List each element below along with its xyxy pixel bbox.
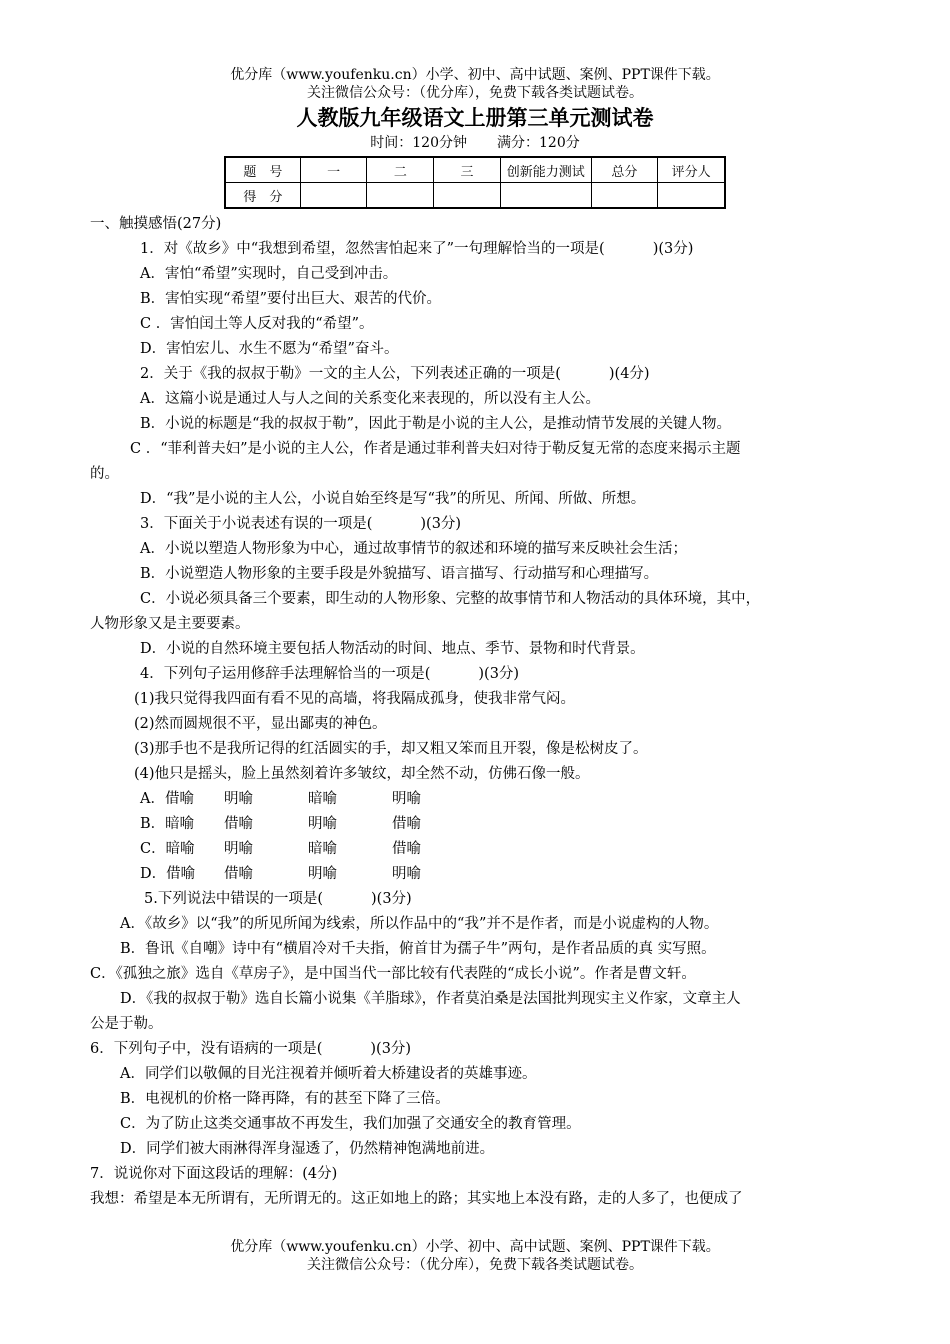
question-option: D．害怕宏儿、水生不愿为“希望”奋斗。 [140,341,399,357]
question-option: B．电视机的价格一降再降，有的甚至下降了三倍。 [120,1091,450,1107]
question-sentence: (1)我只觉得我四面有看不见的高墙，将我隔成孤身，使我非常气闷。 [134,691,576,707]
question-7-quote: 我想：希望是本无所谓有，无所谓无的。这正如地上的路；其实地上本没有路，走的人多了，也便成了 [90,1191,743,1207]
question-option: C ．害怕闰土等人反对我的“希望”。 [140,316,374,332]
question-option: C ．“菲利普夫妇”是小说的主人公，作者是通过菲利普夫妇对待于勒反复无常的态度来揭示主题 [130,441,741,457]
question-1-stem: 1．对《故乡》中“我想到希望，忽然害怕起来了”一句理解恰当的一项是( )(3分) [140,241,694,257]
question-6-stem: 6．下列句子中，没有语病的一项是( )(3分) [90,1041,412,1057]
question-choice-row: A．借喻 明喻 暗喻 明喻 [140,791,421,807]
question-choice-row: D．借喻 借喻 明喻 明喻 [140,866,421,882]
question-option-continued: 人物形象又是主要要素。 [90,616,250,632]
question-5-stem: 5.下列说法中错误的一项是( )(3分) [144,891,412,907]
question-option: D．同学们被大雨淋得浑身湿透了，仍然精神饱满地前进。 [120,1141,495,1157]
question-option: C．小说必须具备三个要素，即生动的人物形象、完整的故事情节和人物活动的具体环境，其中， [140,591,761,607]
question-option: A．小说以塑造人物形象为中心，通过故事情节的叙述和环境的描写来反映社会生活； [140,541,687,557]
score-table-cell: 一 [300,157,367,183]
question-option: C．《孤独之旅》选自《草房子》，是中国当代一部比较有代表陛的“成长小说”。作者是曹文轩。 [90,966,696,982]
score-table-cell: 二 [367,157,434,183]
question-sentence: (3)那手也不是我所记得的红活圆实的手，却又粗又笨而且开裂，像是松树皮了。 [134,741,648,757]
score-field[interactable] [658,183,725,209]
question-option-continued: 的。 [90,466,119,482]
exam-meta [0,134,950,152]
footer-line-2: 关注微信公众号：（优分库），免费下载各类试题试卷。 [307,1257,643,1273]
question-2-stem: 2．关于《我的叔叔于勒》一文的主人公，下列表述正确的一项是( )(4分) [140,366,650,382]
question-option: B．害怕实现“希望”要付出巨大、艰苦的代价。 [140,291,441,307]
question-option: B．小说塑造人物形象的主要手段是外貌描写、语言描写、行动描写和心理描写。 [140,566,659,582]
question-option: D．“我”是小说的主人公，小说自始至终是写“我”的所见、所闻、所做、所想。 [140,491,646,507]
question-3-stem: 3．下面关于小说表述有误的一项是( )(3分) [140,516,462,532]
footer-line-1: 优分库（www.youfenku.cn）小学、初中、高中试题、案例、PPT课件下载。 [230,1239,720,1255]
header-line-1: 优分库（www.youfenku.cn）小学、初中、高中试题、案例、PPT课件下载。 [230,67,720,83]
question-option: A．《故乡》以“我”的所见所闻为线索，所以作品中的“我”并不是作者，而是小说虚构的人物。 [120,916,719,932]
full-score: 满分：120分 [497,135,580,151]
time-limit: 时间：120分钟 [370,135,467,151]
question-option: D．《我的叔叔于勒》选自长篇小说集《羊脂球》，作者莫泊桑是法国批判现实主义作家，文章主人 [120,991,741,1007]
score-table [224,156,726,209]
score-table-cell: 得 分 [225,183,300,209]
question-7-stem: 7．说说你对下面这段话的理解：(4分) [90,1166,338,1182]
question-option-continued: 公是于勒。 [90,1016,163,1032]
header-line-2: 关注微信公众号：（优分库），免费下载各类试题试卷。 [307,85,643,101]
score-table-cell: 题 号 [225,157,300,183]
question-option: A．害怕“希望”实现时，自己受到冲击。 [140,266,398,282]
question-choice-row: C．暗喻 明喻 暗喻 借喻 [140,841,421,857]
exam-title: 人教版九年级语文上册第三单元测试卷 [296,106,654,130]
score-table-cell: 评分人 [658,157,725,183]
exam-content [90,212,860,1212]
score-field[interactable] [367,183,434,209]
score-table-score-row [225,183,725,209]
question-sentence: (2)然而圆规很不平，显出鄙夷的神色。 [134,716,387,732]
score-field[interactable] [500,183,591,209]
question-option: B．小说的标题是“我的叔叔于勒”，因此于勒是小说的主人公，是推动情节发展的关键人物。 [140,416,731,432]
score-field[interactable] [300,183,367,209]
question-option: A．同学们以敬佩的目光注视着并倾听着大桥建设者的英雄事迹。 [120,1066,537,1082]
question-choice-row: B．暗喻 借喻 明喻 借喻 [140,816,421,832]
score-table-cell: 三 [434,157,501,183]
score-table-header-row [225,157,725,183]
question-option: C．为了防止这类交通事故不再发生，我们加强了交通安全的教育管理。 [120,1116,581,1132]
question-option: D．小说的自然环境主要包括人物活动的时间、地点、季节、景物和时代背景。 [140,641,645,657]
score-field[interactable] [434,183,501,209]
question-sentence: (4)他只是摇头，脸上虽然刻着许多皱纹，却全然不动，仿佛石像一般。 [134,766,590,782]
section-heading: 一、触摸感悟(27分) [90,216,222,232]
score-field[interactable] [591,183,658,209]
question-4-stem: 4．下列句子运用修辞手法理解恰当的一项是( )(3分) [140,666,520,682]
score-table-cell: 创新能力测试 [500,157,591,183]
question-option: A．这篇小说是通过人与人之间的关系变化来表现的，所以没有主人公。 [140,391,600,407]
score-table-cell: 总分 [591,157,658,183]
question-option: B．鲁讯《自嘲》诗中有“横眉冷对千夫指，俯首甘为孺子牛”两句，是作者品质的真 实写照。 [120,941,716,957]
